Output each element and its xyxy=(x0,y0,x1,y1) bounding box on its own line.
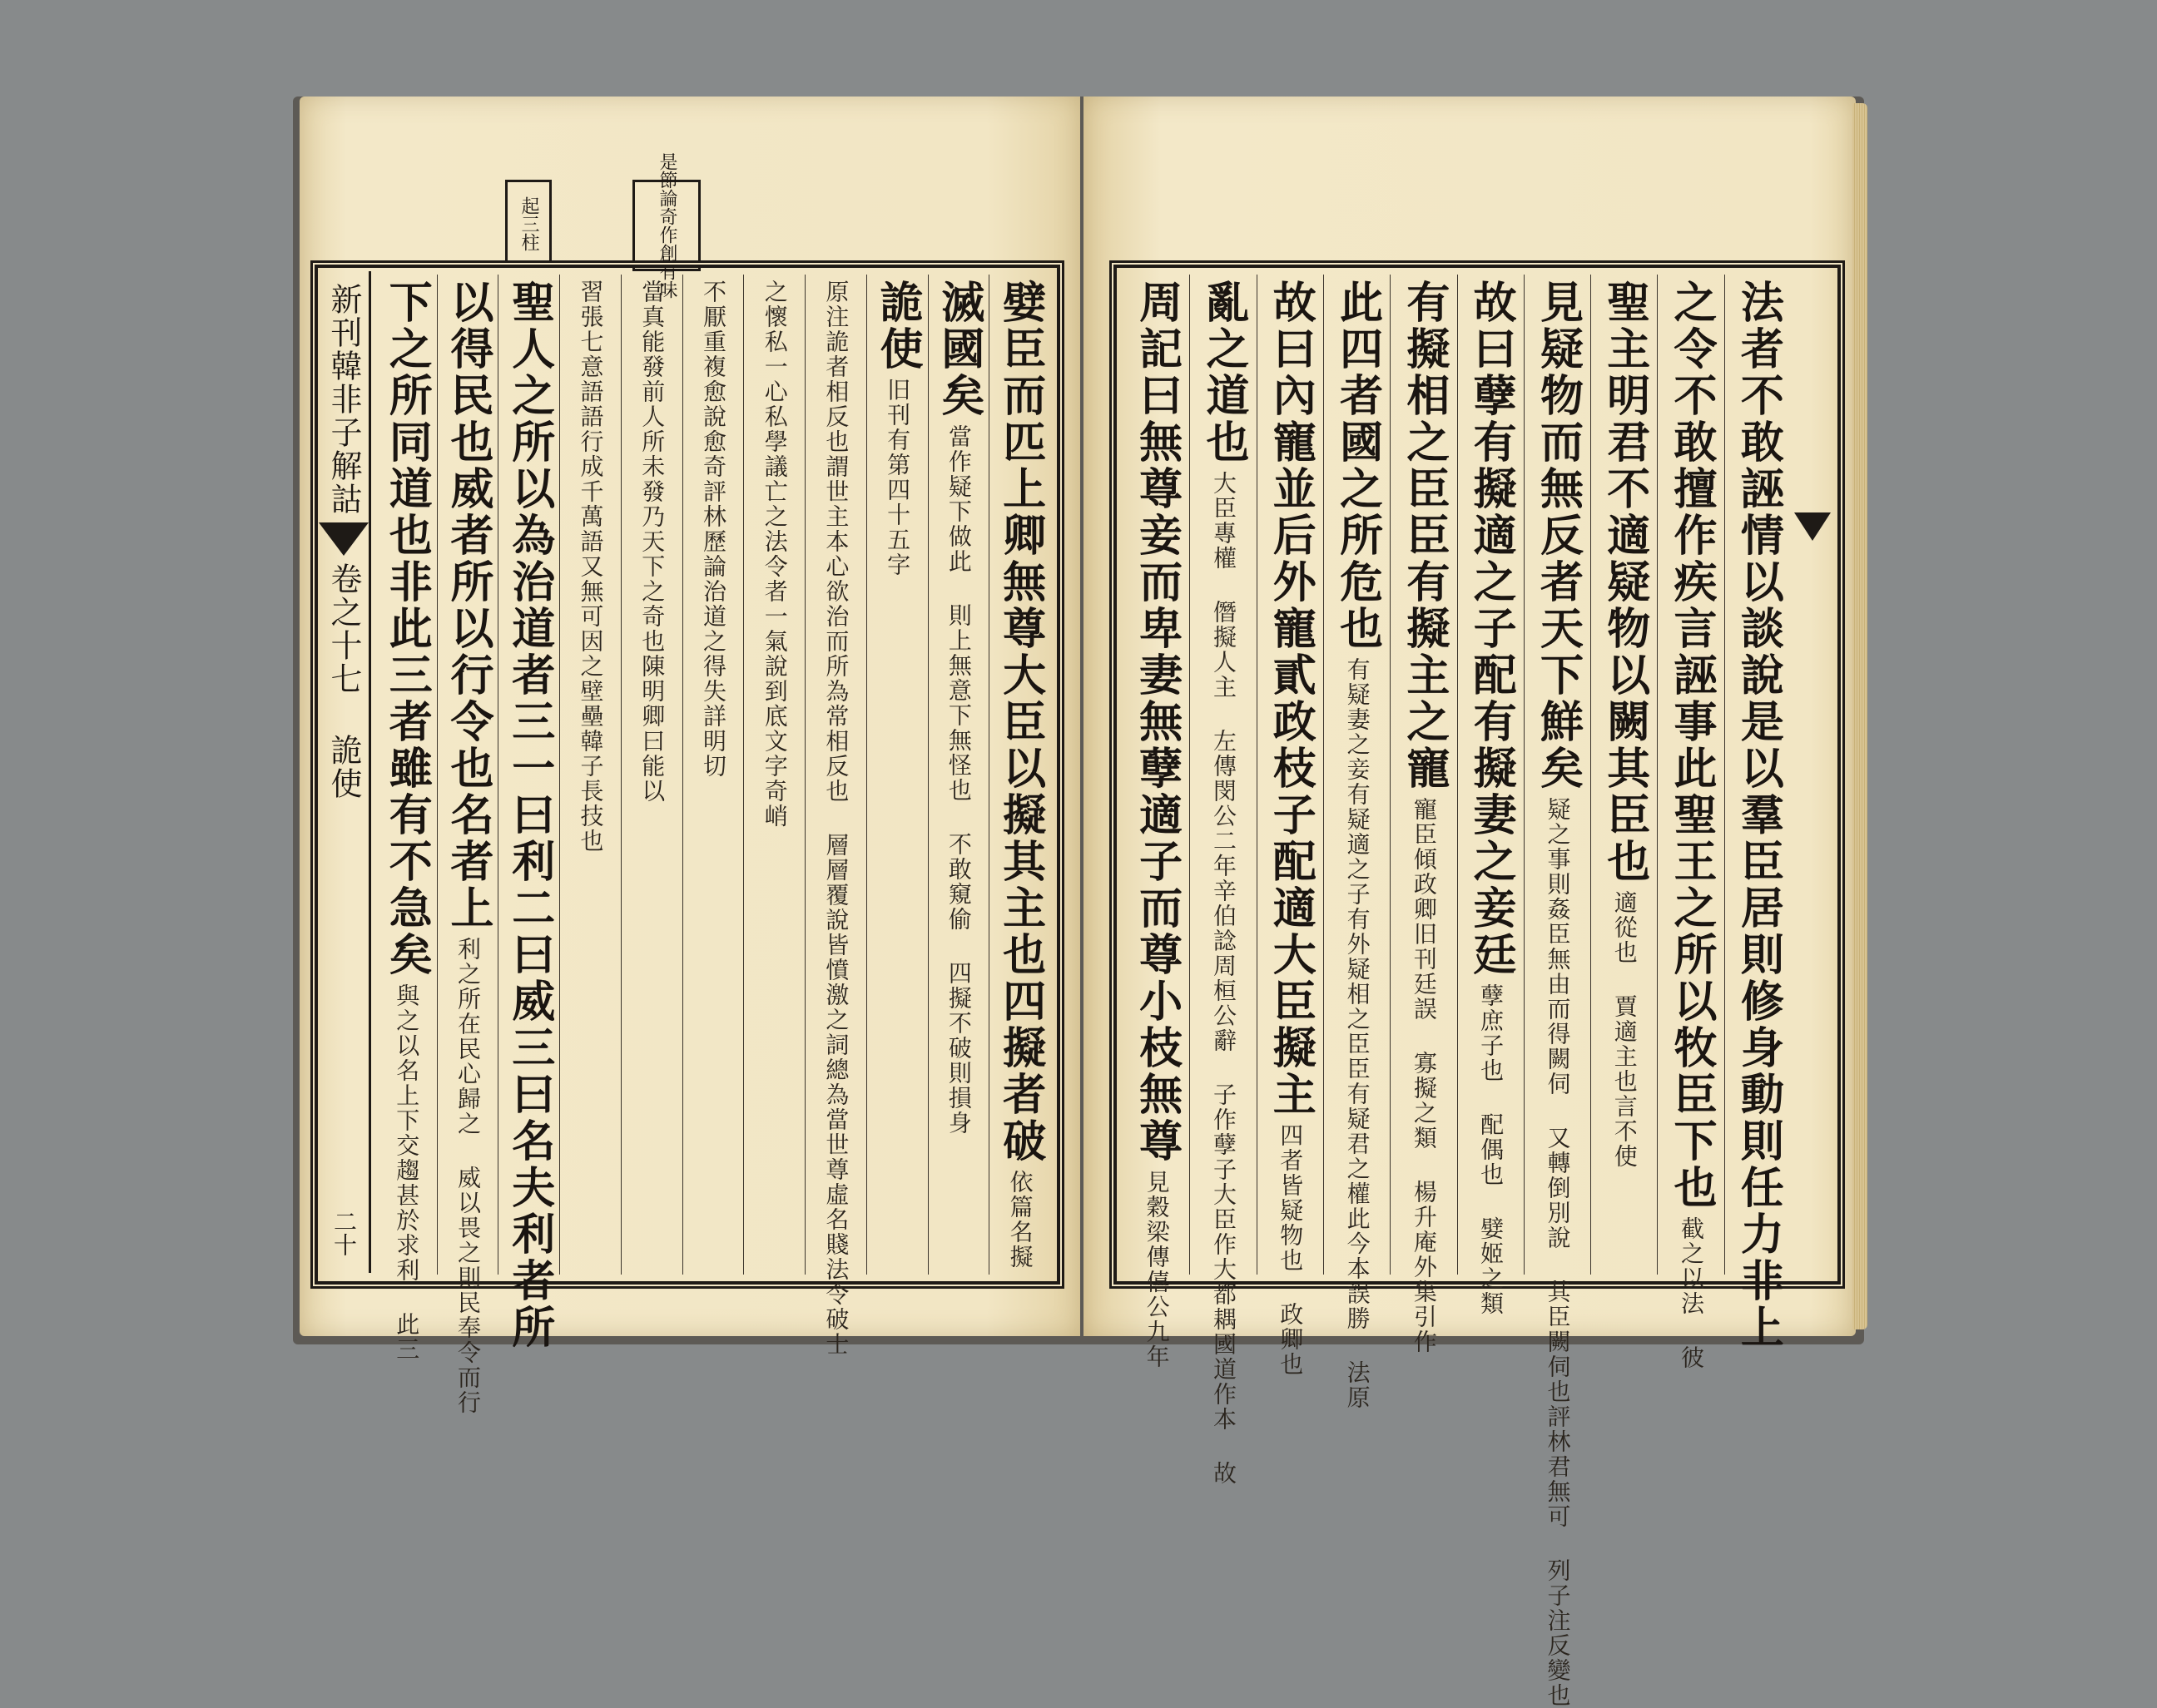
fish-tail-mark xyxy=(1794,512,1831,541)
main-text: 聖人之所以為治道者三一曰利二曰威三曰名夫利者所 xyxy=(503,280,555,1351)
right-block-margin xyxy=(1796,271,1829,1273)
main-text: 故曰孽有擬適之子配有擬妻之妾廷 xyxy=(1465,280,1517,978)
main-text: 周記曰無尊妾而卑妻無孽適子而尊小枝無尊 xyxy=(1131,280,1183,1165)
text-column xyxy=(867,275,929,1275)
main-text: 嬖臣而匹上卿無尊大臣以擬其主也四擬者破 xyxy=(994,280,1046,1165)
text-column xyxy=(1190,275,1257,1486)
commentary: 截之以法 彼 xyxy=(1678,1216,1706,1370)
text-column xyxy=(989,275,1050,1275)
main-text: 有擬相之臣臣有擬主之寵 xyxy=(1398,280,1450,792)
text-column xyxy=(929,275,990,1275)
right-columns xyxy=(1123,275,1791,1708)
commentary: 當真能發前人所未發乃天下之奇也陳明卿曰能以 xyxy=(638,280,667,804)
commentary: 孽庶子也 配偶也 嬖姬之類 xyxy=(1477,983,1505,1316)
commentary: 之懷私一心私學議亡之法令者一氣說到底文字奇峭 xyxy=(761,280,789,829)
main-text: 亂之道也 xyxy=(1198,280,1249,466)
commentary: 疑之事則姦臣無由而得闕伺 又轉倒別說 其臣闕伺也評林君無可 列子注反變也 xyxy=(1544,797,1572,1708)
main-text: 之令不敢擅作疾言誣事此聖王之所以牧臣下也 xyxy=(1666,280,1718,1211)
block-margin xyxy=(319,271,371,1273)
text-column xyxy=(1725,275,1791,1351)
commentary: 原注詭者相反也謂世主本心欲治而所為常相反也 層層覆說皆憤激之詞總為當世尊虛名賤法令破士 xyxy=(822,280,850,1357)
page-edges xyxy=(1852,103,1867,1329)
text-column xyxy=(744,275,806,1275)
chapter-title: 詭使 xyxy=(872,280,924,373)
main-text: 故曰內寵並后外寵貳政枝子配適大臣擬主 xyxy=(1265,280,1317,1118)
right-text-frame xyxy=(1113,265,1841,1708)
text-column xyxy=(1591,275,1658,1275)
commentary: 旧刊有第四十五字 xyxy=(884,378,912,577)
commentary: 與之以名上下交趨甚於求利 此三 xyxy=(393,983,421,1362)
main-text: 以得民也威者所以行令也名者上 xyxy=(443,280,494,932)
commentary: 寵臣傾政卿旧刊廷誤 寡擬之類 楊升庵外集引作 xyxy=(1410,797,1438,1354)
text-column xyxy=(1257,275,1324,1377)
left-columns xyxy=(376,275,1050,1415)
left-text-frame xyxy=(315,265,1060,1415)
text-column xyxy=(1458,275,1525,1316)
fish-tail-mark xyxy=(319,522,369,556)
text-column xyxy=(683,275,745,1275)
head-note-1 xyxy=(505,180,552,268)
commentary: 不厭重複愈說愈奇評林歷論治道之得失詳明切 xyxy=(699,280,727,779)
head-note-text: 是節論奇作創有味 xyxy=(657,152,677,299)
book-title: 新刊韓非子解詁 xyxy=(325,283,362,516)
commentary: 依篇名擬 xyxy=(1006,1170,1034,1270)
commentary: 習張七意語語行成千萬語又無可因之壁壘韓子長技也 xyxy=(577,280,605,854)
text-column xyxy=(438,275,499,1415)
text-column xyxy=(1525,275,1591,1708)
text-column xyxy=(622,275,683,1275)
head-note-2 xyxy=(632,152,701,299)
main-text: 滅國矣 xyxy=(933,280,984,419)
head-note-text: 起三柱 xyxy=(518,196,539,251)
text-column xyxy=(560,275,622,1275)
text-column xyxy=(1658,275,1724,1370)
main-text: 法者不敢誣情以談說是以羣臣居則修身動則任力非上 xyxy=(1733,280,1784,1351)
commentary: 四者皆疑物也 政卿也 xyxy=(1277,1123,1305,1377)
commentary: 適從也 賈適主也言不使 xyxy=(1610,890,1639,1169)
text-column xyxy=(1324,275,1391,1410)
main-text: 此四者國之所危也 xyxy=(1331,280,1383,652)
commentary: 有疑妻之妾有疑適之子有外疑相之臣臣有疑君之權此今本誤勝 法原 xyxy=(1343,657,1371,1410)
text-column xyxy=(806,275,867,1357)
commentary: 大臣專權 僭擬人主 左傳閔公二年辛伯諗周桓公辭 子作孽子大臣作大都耦國道作本 故 xyxy=(1209,471,1237,1486)
text-column xyxy=(376,275,438,1362)
volume-label: 卷之十七 詭使 xyxy=(325,562,362,800)
main-text: 見疑物而無反者天下鮮矣 xyxy=(1532,280,1584,792)
text-column xyxy=(1123,275,1190,1369)
commentary: 當作疑下做此 則上無意下無怪也 不敢窺偷 四擬不破則損身 xyxy=(945,424,973,1136)
text-column xyxy=(498,275,560,1351)
commentary: 利之所在民心歸之 威以畏之則民奉令而行 xyxy=(454,937,483,1415)
commentary: 見穀梁傳僖公九年 xyxy=(1143,1170,1171,1369)
folio-number: 二十 xyxy=(330,1210,358,1256)
text-column xyxy=(1391,275,1457,1354)
main-text: 聖主明君不適疑物以闕其臣也 xyxy=(1599,280,1650,885)
main-text: 下之所同道也非此三者雖有不急矣 xyxy=(381,280,433,978)
